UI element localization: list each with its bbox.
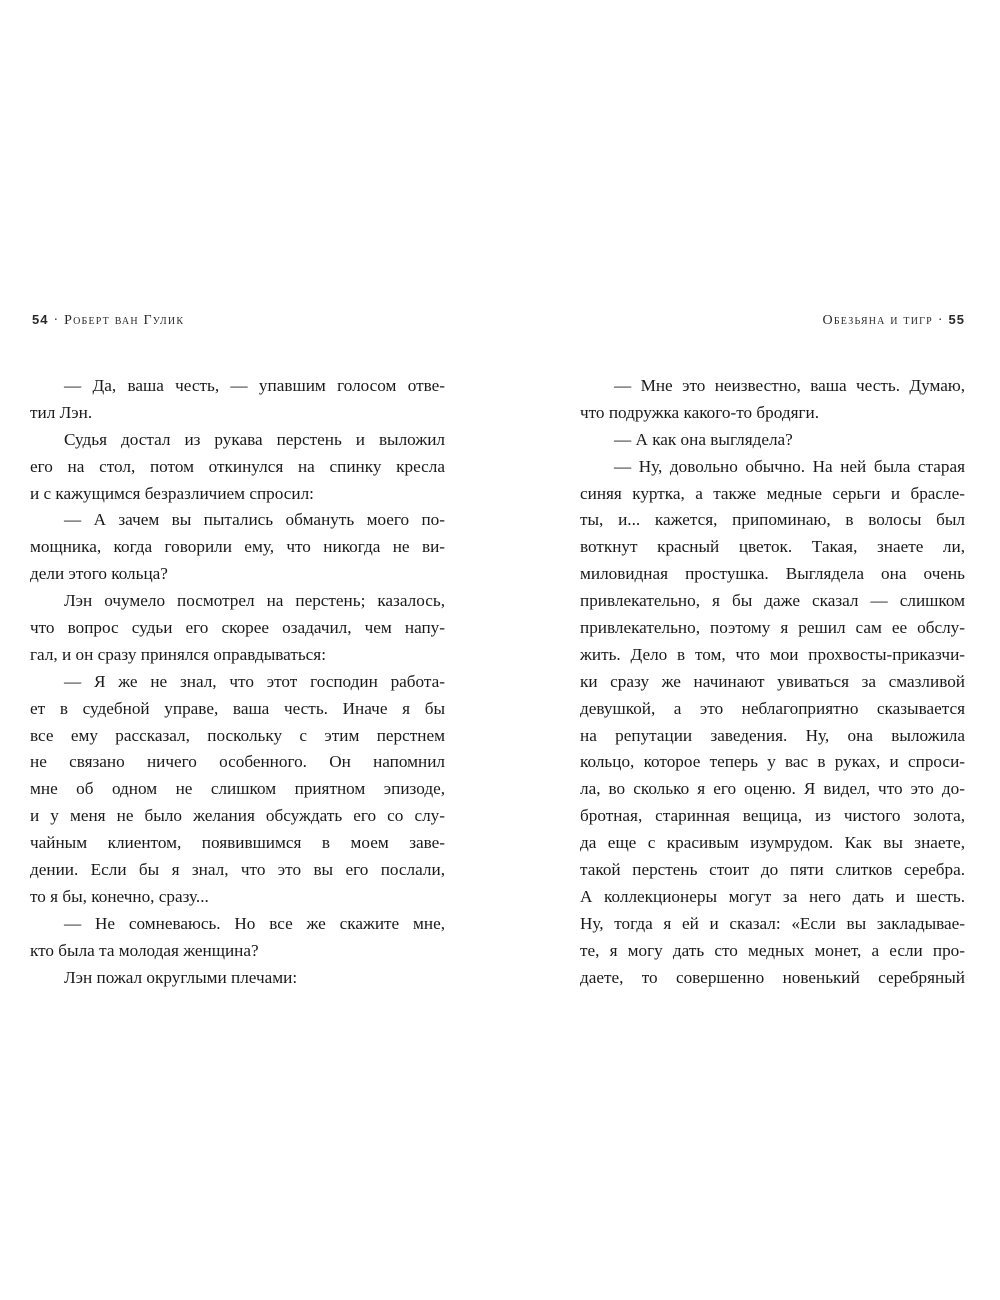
text-line: то я бы, конечно, сразу... xyxy=(30,886,209,906)
text-line: кто была та молодая женщина? xyxy=(30,940,259,960)
text-line: бротная, старинная вещица, из чистого золота, xyxy=(580,806,965,826)
right-header-title: Обезьяна и тигр xyxy=(822,313,933,328)
right-header-separator: · xyxy=(937,313,944,328)
text-line: не связано ничего особенного. Он напомнил xyxy=(30,752,445,772)
text-line: чайным клиентом, появившимся в моем заве- xyxy=(30,833,445,853)
text-line: Лэн пожал округлыми плечами: xyxy=(64,967,298,987)
text-line: ет в судебной управе, ваша честь. Иначе я бы xyxy=(30,698,445,718)
text-line: тил Лэн. xyxy=(30,402,93,422)
text-line: мощника, когда говорили ему, что никогда не ви- xyxy=(30,537,445,557)
text-line: Лэн очумело посмотрел на перстень; казалось, xyxy=(64,591,445,611)
text-line: даете, то совершенно новенький серебряный xyxy=(580,967,965,987)
text-line: синяя куртка, а также медные серьги и брасле- xyxy=(580,483,965,503)
text-line: воткнут красный цветок. Такая, знаете ли, xyxy=(580,537,965,557)
text-line: — А зачем вы пытались обмануть моего по- xyxy=(64,510,445,530)
right-running-head xyxy=(823,312,965,329)
text-line: — А как она выглядела? xyxy=(614,429,793,449)
text-line: — Мне это неизвестно, ваша честь. Думаю, xyxy=(614,376,965,395)
text-line: что подружка какого-то бродяги. xyxy=(580,402,820,422)
right-page-text xyxy=(580,373,965,991)
right-page xyxy=(580,0,965,1300)
text-line: все ему рассказал, поскольку с этим перстнем xyxy=(30,725,445,745)
left-header-separator: · xyxy=(53,313,60,328)
text-line: привлекательно, поэтому я решил сам ее обслу- xyxy=(580,618,965,638)
text-line: — Не сомневаюсь. Но все же скажите мне, xyxy=(64,913,445,933)
text-line: — Ну, довольно обычно. На ней была старая xyxy=(614,456,965,476)
text-line: и с кажущимся безразличием спросил: xyxy=(30,483,314,503)
text-line: дении. Если бы я знал, что это вы его послали, xyxy=(30,860,445,880)
text-line: такой перстень стоит до пяти слитков серебра. xyxy=(580,860,965,880)
left-running-head xyxy=(32,312,184,329)
text-line: что вопрос судьи его скорее озадачил, чем напу- xyxy=(30,618,445,638)
text-line: — Да, ваша честь, — упавшим голосом отве- xyxy=(64,376,445,395)
right-page-number: 55 xyxy=(948,312,965,327)
text-line: мне об одном не слишком приятном эпизоде, xyxy=(30,779,445,799)
text-line: кольцо, которое теперь у вас в руках, и спроси- xyxy=(580,752,965,772)
left-page-number: 54 xyxy=(32,312,49,327)
text-line: Ну, тогда я ей и сказал: «Если вы закладывае- xyxy=(580,913,965,933)
text-line: А коллекционеры могут за него дать и шесть. xyxy=(580,886,965,906)
left-header-author: Роберт ван Гулик xyxy=(64,313,185,328)
text-line: ки сразу же начинают увиваться за смазливой xyxy=(580,671,965,691)
text-line: ла, во сколько я его оценю. Я видел, что это до- xyxy=(580,779,965,799)
text-line: те, я могу дать сто медных монет, а если про- xyxy=(580,940,965,960)
text-line: привлекательно, я бы даже сказал — слишком xyxy=(580,591,965,611)
text-line: его на стол, потом откинулся на спинку кресла xyxy=(30,456,445,476)
text-line: дели этого кольца? xyxy=(30,564,168,584)
text-line: миловидная простушка. Выглядела она очень xyxy=(580,564,965,584)
text-line: Судья достал из рукава перстень и выложил xyxy=(64,429,445,449)
text-line: — Я же не знал, что этот господин работа- xyxy=(64,671,445,691)
text-line: да еще с красивым изумрудом. Как вы знаете, xyxy=(580,833,965,853)
text-line: ты, и... кажется, припоминаю, в волосы был xyxy=(580,510,965,530)
text-line: на репутации заведения. Ну, она выложила xyxy=(580,725,965,745)
text-line: гал, и он сразу принялся оправдываться: xyxy=(30,644,326,664)
left-page xyxy=(30,0,445,1300)
text-line: и у меня не было желания обсуждать его со слу- xyxy=(30,806,445,826)
left-page-text xyxy=(30,373,445,991)
text-line: девушкой, а это неблагоприятно сказывается xyxy=(580,698,965,718)
text-line: жить. Дело в том, что мои прохвосты-приказчи- xyxy=(580,644,965,664)
